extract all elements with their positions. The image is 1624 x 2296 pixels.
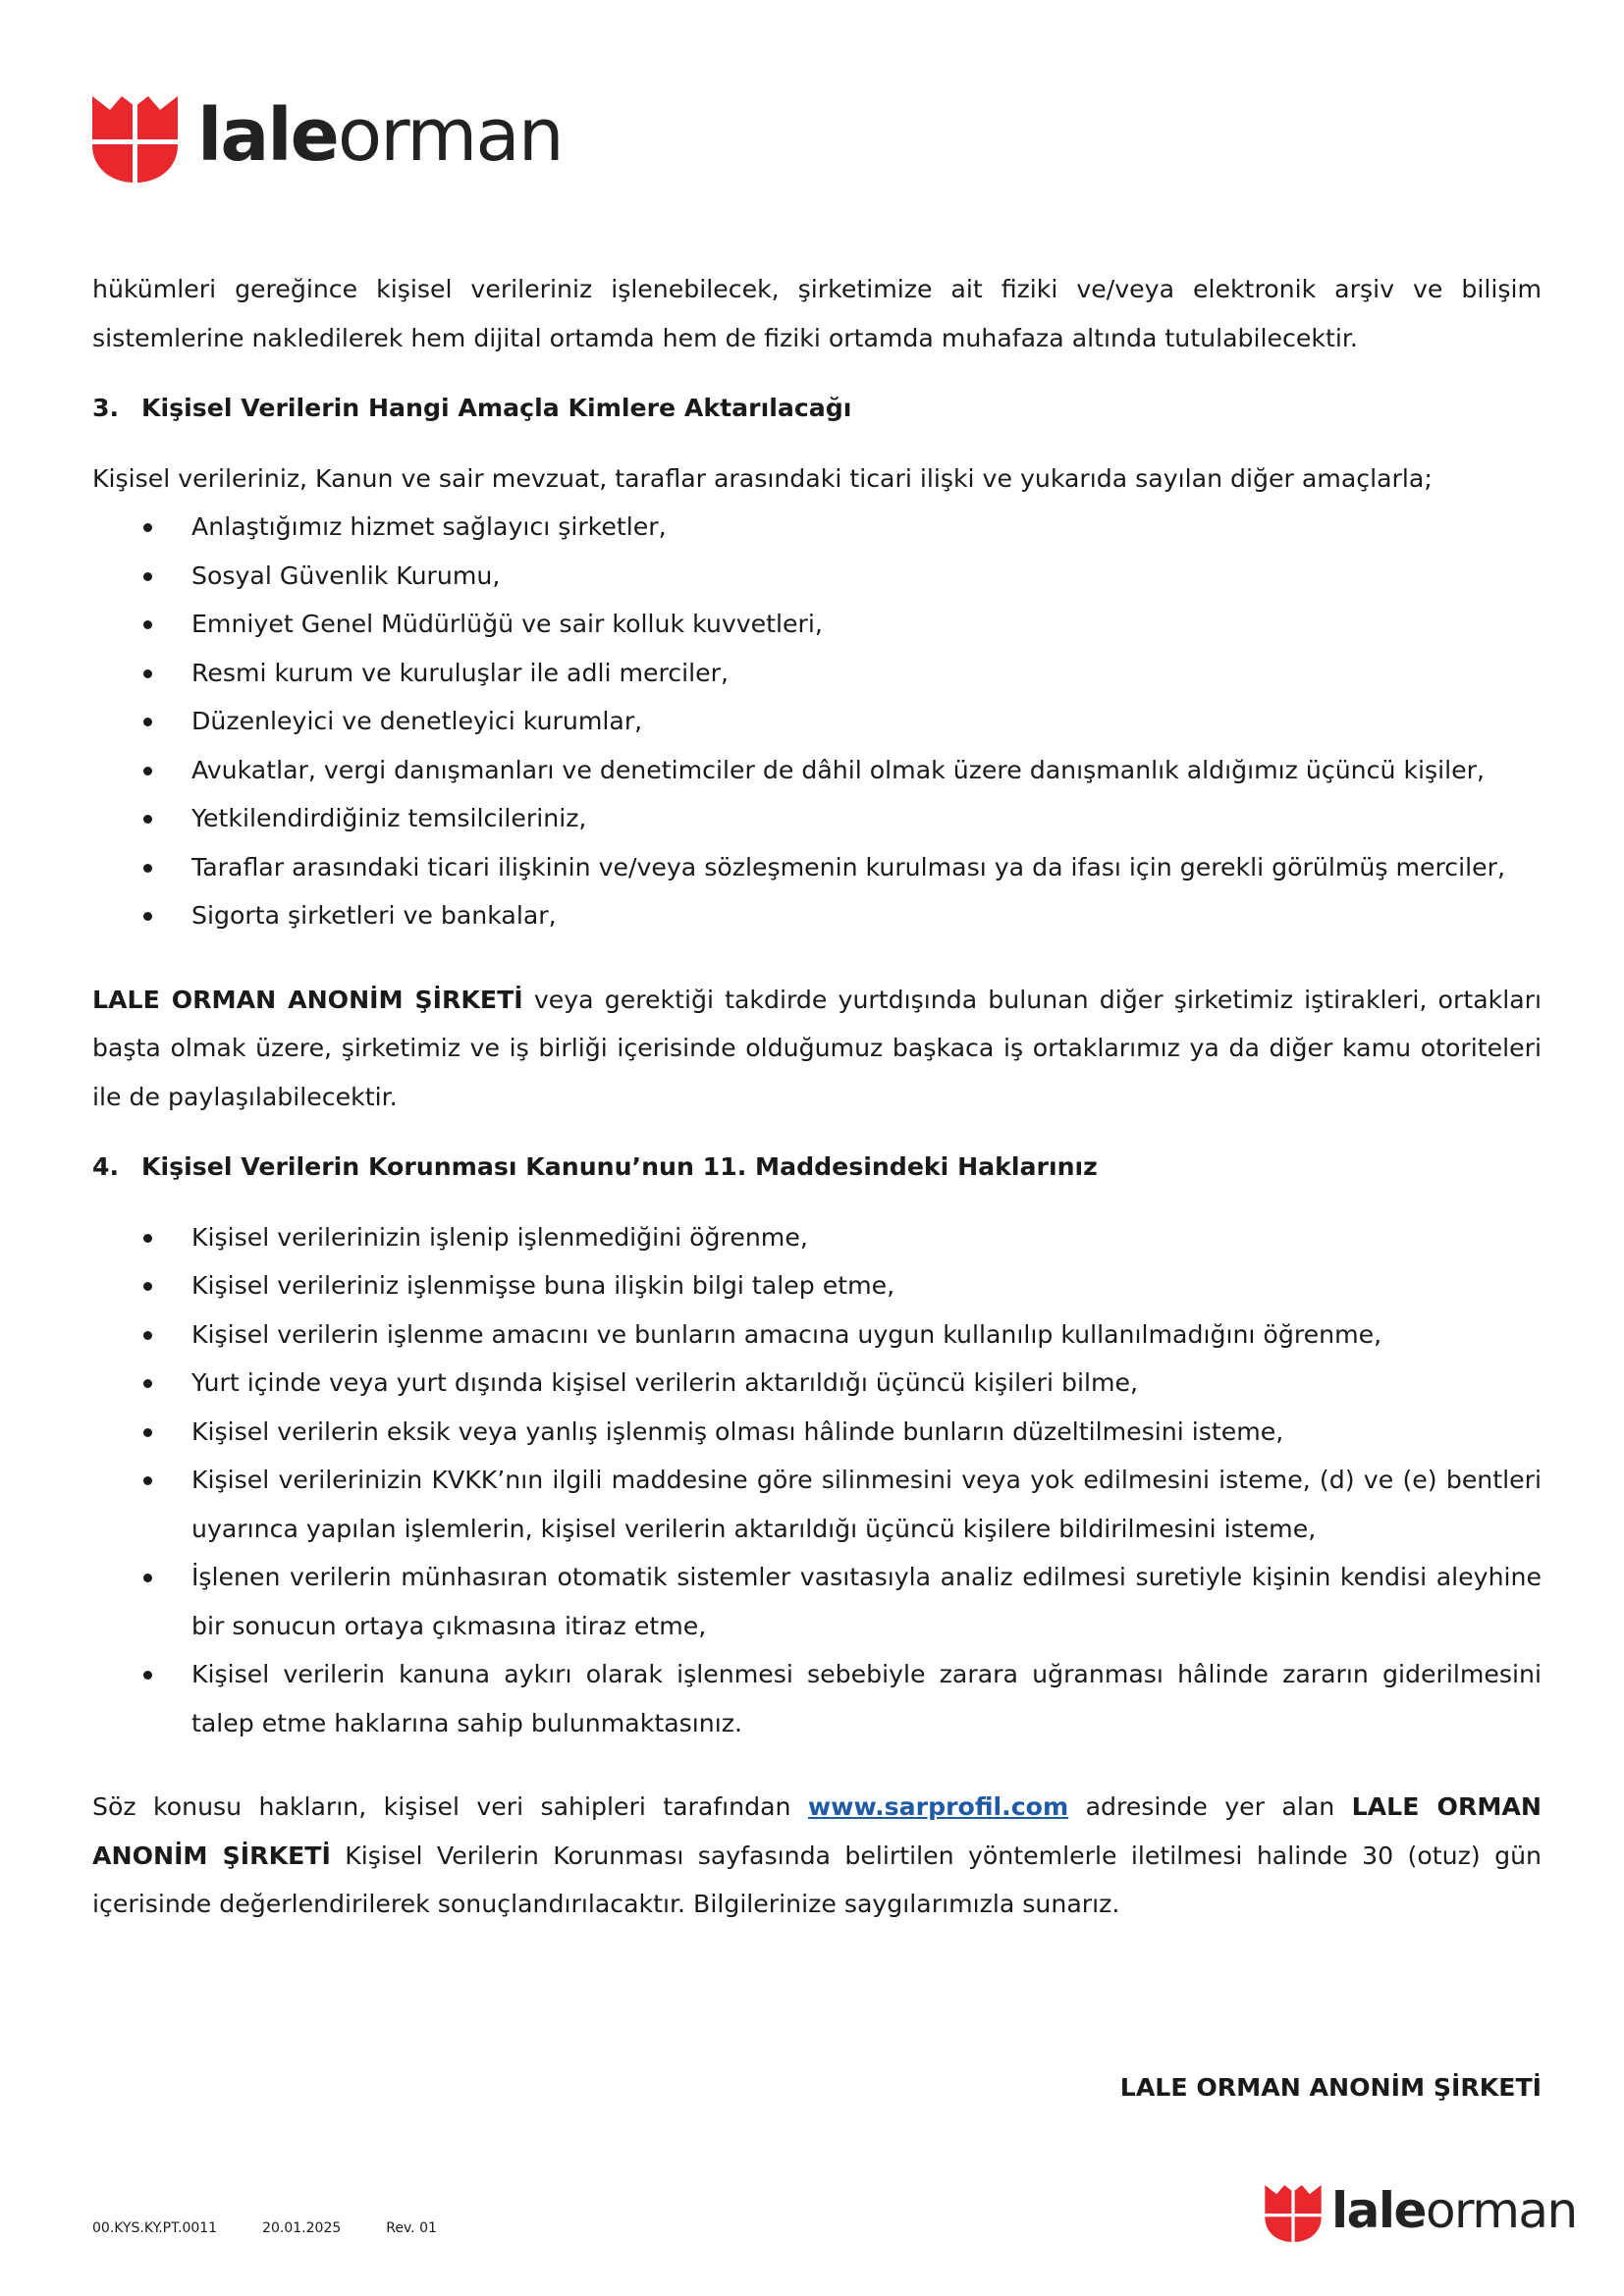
final-text-1: Söz konusu hakların, kişisel veri sahipleri tarafından [92,1792,808,1821]
intro-paragraph: hükümleri gereğince kişisel verileriniz işlenebilecek, şirketimize ait fiziki ve/veya elektronik arşiv ve bilişim sistemlerine nakledilerek hem dijital ortamda hem de fiziki ortamda muhafaza altında tutulabilecektir. [92,275,1542,352]
wordmark-bold: lale [1331,2182,1426,2239]
footer-meta [92,2220,482,2236]
list-item: Sosyal Güvenlik Kurumu, [92,552,1542,601]
section-number: 4. [92,1152,120,1181]
section-3-closing [92,976,1542,1122]
wordmark-light: orman [1425,2182,1577,2239]
tulip-logo-icon [92,96,178,183]
document-body [92,265,1542,1929]
list-item: Sigorta şirketleri ve bankalar, [92,891,1542,940]
tulip-logo-icon [1265,2185,1322,2242]
document-date: 20.01.2025 [262,2220,342,2236]
footer-logo [1265,2182,1577,2242]
document-code: 00.KYS.KY.PT.0011 [92,2220,218,2236]
wordmark-bold: lale [197,93,338,178]
final-text-3: Kişisel Verilerin Korunması sayfasında belirtilen yöntemlerle iletilmesi halinde 30 (otuz) gün içerisinde değerlendirilerek sonuçlandırılacaktır. Bilgilerinize saygılarımızla sunarız. [92,1841,1542,1918]
closing-text: veya gerektiği takdirde yurtdışında bulunan diğer şirketimiz iştirakleri, ortakları başta olmak üzere, şirketimiz ve iş birliği içerisinde olduğumuz başkaca iş ortaklarımız ya da diğer kamu otoriteleri ile de paylaşılabilecektir. [92,985,1542,1111]
list-item: Anlaştığımız hizmet sağlayıcı şirketler, [92,503,1542,552]
list-item: Yetkilendirdiğiniz temsilcileriniz, [92,794,1542,843]
website-link[interactable]: www.sarprofil.com [807,1792,1069,1821]
list-item: Kişisel verilerin kanuna aykırı olarak işlenmesi sebebiyle zarara uğranması hâlinde zararın giderilmesini talep etme haklarına sahip bulunmaktasınız. [92,1650,1542,1747]
company-name: LALE ORMAN ANONİM ŞİRKETİ [92,985,523,1014]
section-title: Kişisel Verilerin Korunması Kanunu’nun 11. Maddesindeki Haklarınız [141,1152,1098,1181]
rights-list [92,1213,1542,1748]
list-item: Taraflar arasındaki ticari ilişkinin ve/veya sözleşmenin kurulması ya da ifası için gerekli görülmüş merciler, [92,843,1542,892]
list-item: Avukatlar, vergi danışmanları ve denetimciler de dâhil olmak üzere danışmanlık aldığımız üçüncü kişiler, [92,746,1542,795]
list-item: Resmi kurum ve kuruluşlar ile adli merciler, [92,649,1542,698]
list-item: Kişisel verilerinizin işlenip işlenmediğini öğrenme, [92,1213,1542,1262]
list-item: Yurt içinde veya yurt dışında kişisel verilerin aktarıldığı üçüncü kişileri bilme, [92,1359,1542,1408]
final-text-2: adresinde yer alan [1068,1792,1352,1821]
document-revision: Rev. 01 [386,2220,437,2236]
recipients-list [92,503,1542,940]
list-item: Emniyet Genel Müdürlüğü ve sair kolluk kuvvetleri, [92,600,1542,649]
list-item: Kişisel verilerin eksik veya yanlış işlenmiş olması hâlinde bunların düzeltilmesini isteme, [92,1408,1542,1457]
wordmark-light: orman [337,93,563,178]
list-item: Kişisel verilerinizin KVKK’nın ilgili maddesine göre silinmesini veya yok edilmesini isteme, (d) ve (e) bentleri uyarınca yapılan işlemlerin, kişisel verilerin aktarıldığı üçüncü kişilere bildirilmesini isteme, [92,1456,1542,1553]
section-3-heading [92,384,1542,433]
brand-wordmark [197,93,563,178]
list-item: İşlenen verilerin münhasıran otomatik sistemler vasıtasıyla analiz edilmesi suretiyle kişinin kendisi aleyhine bir sonucun ortaya çıkmasına itiraz etme, [92,1553,1542,1650]
brand-logo [92,93,563,183]
section-3-lead: Kişisel verileriniz, Kanun ve sair mevzuat, taraflar arasındaki ticari ilişki ve yukarıda sayılan diğer amaçlarla; [92,463,1433,493]
section-number: 3. [92,394,120,422]
list-item: Kişisel verileriniz işlenmişse buna ilişkin bilgi talep etme, [92,1261,1542,1310]
signature: LALE ORMAN ANONİM ŞİRKETİ [1119,2073,1542,2102]
company-name: LALE ORMAN ANONİM ŞİRKETİ [92,1792,1542,1870]
section-title: Kişisel Verilerin Hangi Amaçla Kimlere Aktarılacağı [141,394,852,422]
final-paragraph [92,1783,1542,1929]
list-item: Düzenleyici ve denetleyici kurumlar, [92,697,1542,746]
list-item: Kişisel verilerin işlenme amacını ve bunların amacına uygun kullanılıp kullanılmadığını öğrenme, [92,1310,1542,1360]
brand-wordmark [1331,2182,1577,2239]
section-4-heading [92,1143,1542,1192]
